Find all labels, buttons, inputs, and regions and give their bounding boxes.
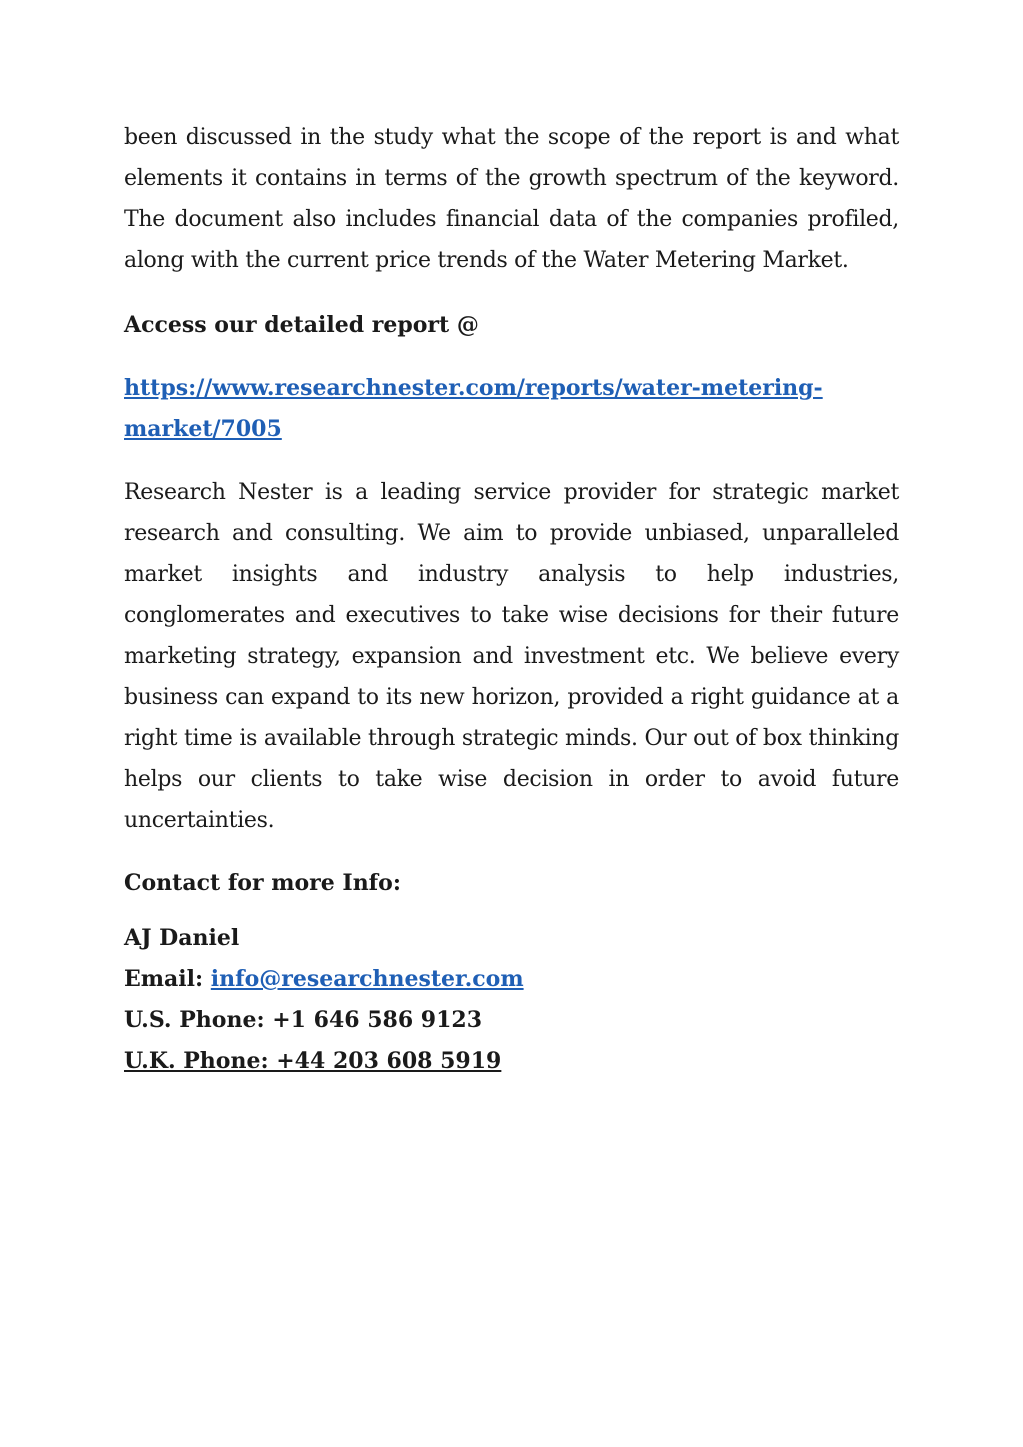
uk-phone: U.K. Phone: +44 203 608 5919	[124, 1048, 502, 1074]
email-label: Email:	[124, 966, 211, 992]
access-report-heading: Access our detailed report @	[124, 312, 479, 338]
contact-email-line	[124, 959, 899, 1000]
report-link-line1: https://www.researchnester.com/reports/water-metering-	[124, 375, 823, 401]
contact-heading: Contact for more Info:	[124, 870, 401, 896]
contact-name: AJ Daniel	[124, 925, 240, 951]
intro-paragraph: been discussed in the study what the scope of the report is and what elements it contains in terms of the growth spectrum of the keyword. The document also includes financial data of the companies profiled, along with the current price trends of the Water Metering Market.	[124, 125, 899, 273]
email-link[interactable]: info@researchnester.com	[210, 966, 524, 992]
about-paragraph: Research Nester is a leading service provider for strategic market research and consulting. We aim to provide unbiased, unparalleled market insights and industry analysis to help industries, conglomerates and executives to take wise decisions for their future marketing strategy, expansion and investment etc. We believe every business can expand to its new horizon, provided a right guidance at a right time is available through strategic minds. Our out of box thinking helps our clients to take wise decision in order to avoid future uncertainties.	[124, 480, 899, 833]
report-link-block	[124, 368, 899, 450]
report-link[interactable]	[124, 375, 823, 442]
us-phone: U.S. Phone: +1 646 586 9123	[124, 1007, 483, 1033]
report-link-line2: market/7005	[124, 416, 282, 442]
document-page	[124, 117, 899, 1082]
